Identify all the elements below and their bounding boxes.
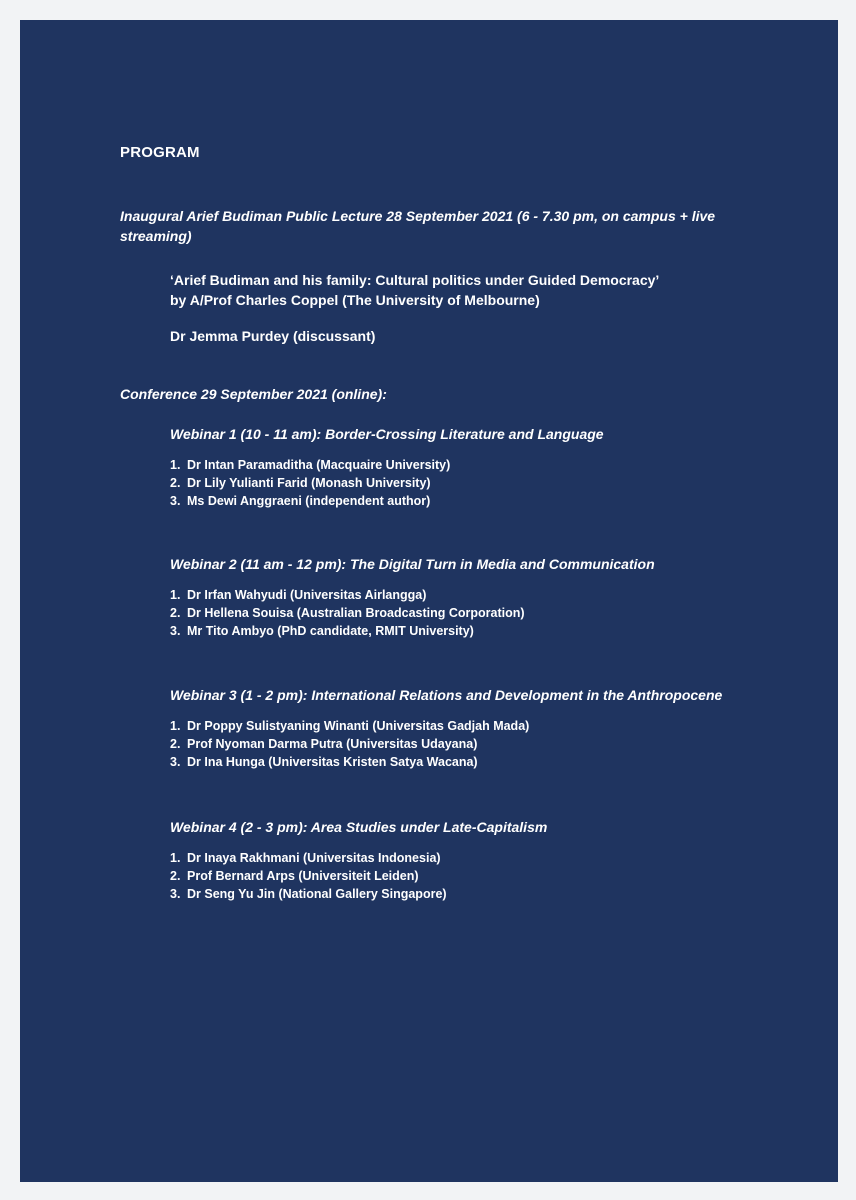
webinar-4 xyxy=(170,817,810,903)
speaker-item xyxy=(170,456,810,474)
speaker-item xyxy=(170,622,810,640)
speaker-name: Dr Poppy Sulistyaning Winanti (Universitas Gadjah Mada) xyxy=(187,719,530,733)
speaker-name: Dr Lily Yulianti Farid (Monash University) xyxy=(187,476,431,490)
speaker-name: Ms Dewi Anggraeni (independent author) xyxy=(187,494,431,508)
speaker-number: 1. xyxy=(170,588,181,602)
speaker-number: 3. xyxy=(170,755,181,769)
speaker-item xyxy=(170,753,810,771)
speaker-list xyxy=(170,456,810,510)
speaker-list xyxy=(170,717,810,771)
speaker-item xyxy=(170,867,810,885)
speaker-item xyxy=(170,885,810,903)
speaker-item xyxy=(170,474,810,492)
speaker-number: 1. xyxy=(170,458,181,472)
speaker-name: Dr Irfan Wahyudi (Universitas Airlangga) xyxy=(187,588,427,602)
speaker-item xyxy=(170,735,810,753)
speaker-name: Dr Ina Hunga (Universitas Kristen Satya Wacana) xyxy=(187,755,478,769)
speaker-name: Prof Nyoman Darma Putra (Universitas Udayana) xyxy=(187,737,478,751)
speaker-number: 3. xyxy=(170,624,181,638)
speaker-item xyxy=(170,586,810,604)
speaker-item xyxy=(170,492,810,510)
webinar-2 xyxy=(170,554,810,640)
conference-title: Conference 29 September 2021 (online): xyxy=(120,386,387,402)
webinar-title: Webinar 1 (10 - 11 am): Border-Crossing Literature and Language xyxy=(170,426,604,442)
speaker-number: 1. xyxy=(170,851,181,865)
speaker-name: Prof Bernard Arps (Universiteit Leiden) xyxy=(187,869,419,883)
speaker-item xyxy=(170,849,810,867)
discussant: Dr Jemma Purdey (discussant) xyxy=(170,328,376,344)
webinar-1 xyxy=(170,424,810,510)
page-heading: PROGRAM xyxy=(120,144,200,161)
webinar-title: Webinar 4 (2 - 3 pm): Area Studies under Late-Capitalism xyxy=(170,819,548,835)
speaker-number: 3. xyxy=(170,494,181,508)
speaker-number: 2. xyxy=(170,737,181,751)
speaker-name: Dr Inaya Rakhmani (Universitas Indonesia) xyxy=(187,851,441,865)
webinar-title: Webinar 2 (11 am - 12 pm): The Digital Turn in Media and Communication xyxy=(170,556,655,572)
speaker-name: Dr Hellena Souisa (Australian Broadcasting Corporation) xyxy=(187,606,525,620)
speaker-name: Dr Intan Paramaditha (Macquaire University) xyxy=(187,458,451,472)
speaker-item xyxy=(170,717,810,735)
speaker-number: 2. xyxy=(170,476,181,490)
speaker-list xyxy=(170,849,810,903)
webinar-3 xyxy=(170,685,810,771)
talk-title: ‘Arief Budiman and his family: Cultural politics under Guided Democracy’ xyxy=(170,272,660,288)
speaker-list xyxy=(170,586,810,640)
speaker-name: Dr Seng Yu Jin (National Gallery Singapore) xyxy=(187,887,447,901)
lecture-title: Inaugural Arief Budiman Public Lecture 28 September 2021 (6 - 7.30 pm, on campus + live streaming) xyxy=(120,208,716,244)
speaker-number: 1. xyxy=(170,719,181,733)
program-page xyxy=(20,20,838,1182)
lecture-details xyxy=(170,270,770,310)
talk-speaker: by A/Prof Charles Coppel (The University of Melbourne) xyxy=(170,292,540,308)
speaker-number: 2. xyxy=(170,606,181,620)
webinar-title: Webinar 3 (1 - 2 pm): International Relations and Development in the Anthropocene xyxy=(170,687,723,703)
speaker-item xyxy=(170,604,810,622)
speaker-number: 3. xyxy=(170,887,181,901)
speaker-name: Mr Tito Ambyo (PhD candidate, RMIT University) xyxy=(187,624,474,638)
speaker-number: 2. xyxy=(170,869,181,883)
